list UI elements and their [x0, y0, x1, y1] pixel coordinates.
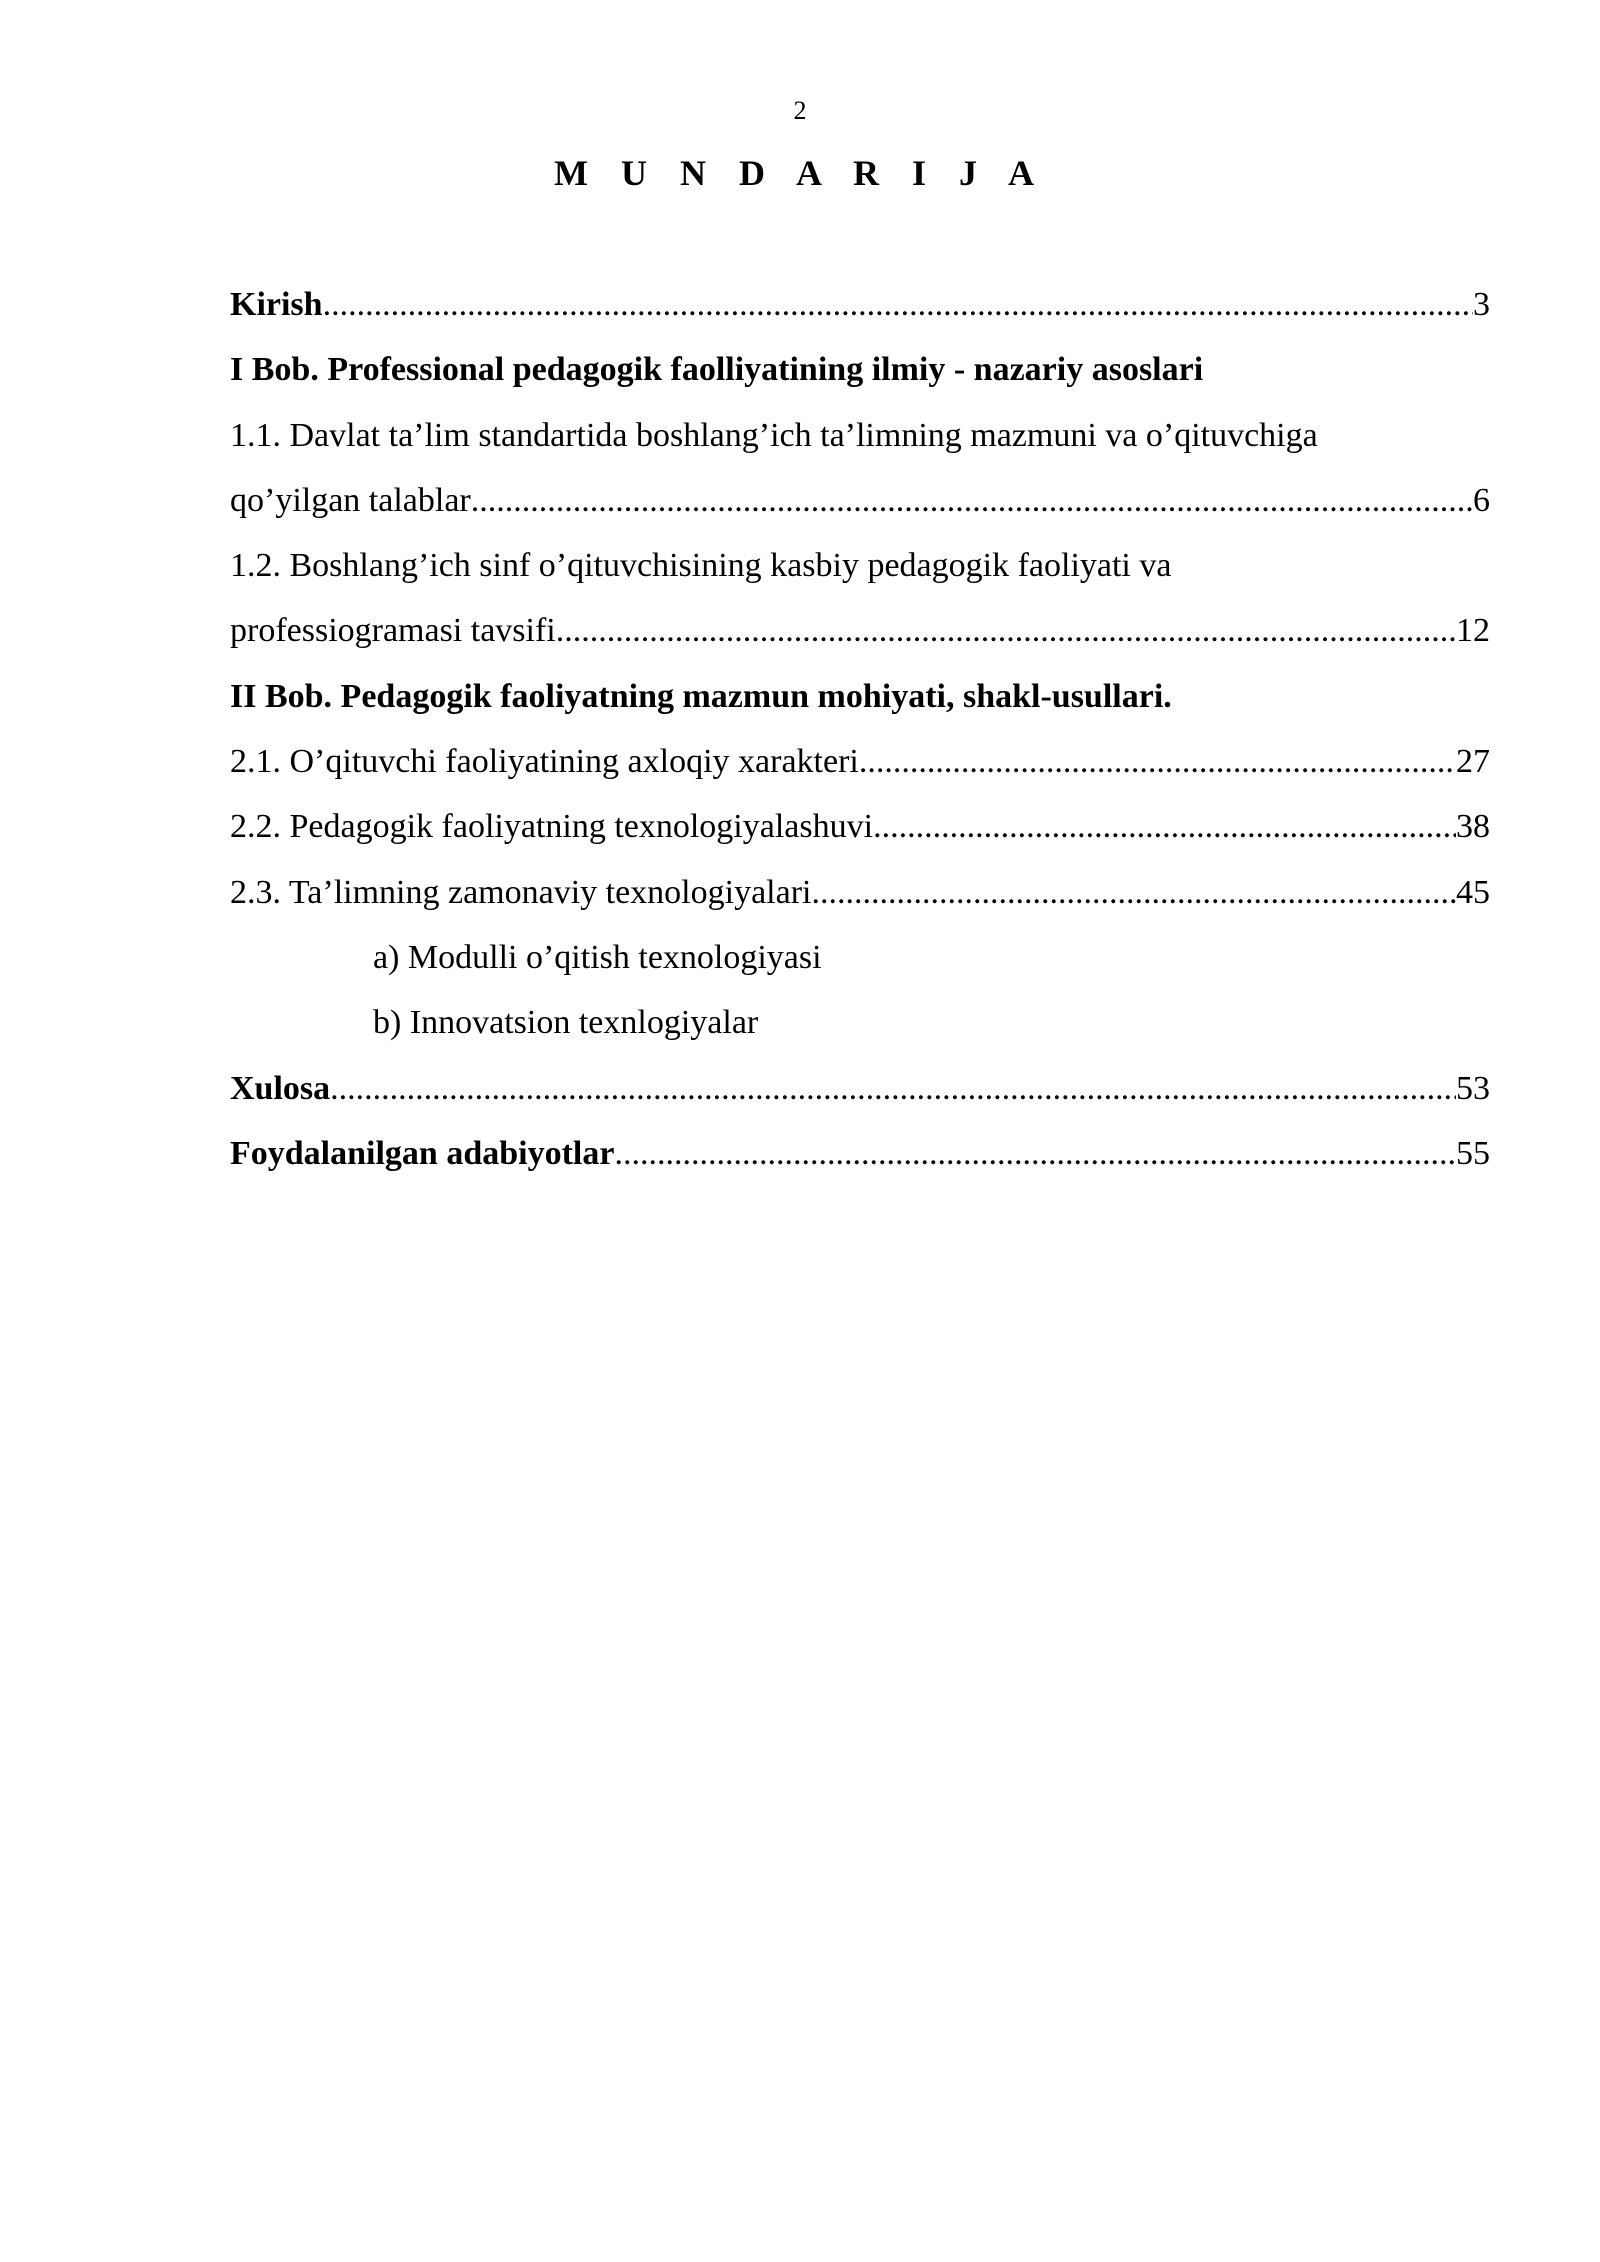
toc-section-2-2[interactable]	[230, 808, 1490, 873]
toc-entry-label: qo’yilgan talablar	[230, 481, 471, 519]
toc-chapter-1-heading[interactable]: I Bob. Professional pedagogik faolliyatining ilmiy - nazariy asoslari	[230, 351, 1204, 389]
toc-entry-page: 27	[1456, 743, 1490, 781]
toc-entry-page: 6	[1473, 481, 1490, 519]
toc-subitem-a[interactable]: a) Modulli o’qitish texnologiyasi	[373, 938, 822, 976]
toc-entry-label: Foydalanilgan adabiyotlar	[230, 1134, 615, 1172]
toc-entry-page: 55	[1456, 1134, 1490, 1172]
table-of-contents	[230, 286, 1490, 1200]
toc-entry-kirish[interactable]	[230, 286, 1490, 351]
toc-section-1-1[interactable]	[230, 482, 1490, 547]
toc-entry-foydalanilgan-adabiyotlar[interactable]	[230, 1135, 1490, 1200]
toc-section-2-1[interactable]	[230, 743, 1490, 808]
toc-leader-dots	[471, 482, 1473, 520]
toc-leader-dots	[614, 1135, 1456, 1173]
toc-entry-label: Kirish	[230, 286, 323, 323]
toc-entry-page: 53	[1456, 1069, 1490, 1107]
page-number: 2	[793, 96, 807, 125]
toc-section-1-1-line1[interactable]: 1.1. Davlat ta’lim standartida boshlang’ich ta’limning mazmuni va o’qituvchiga	[230, 416, 1318, 454]
toc-entry-page: 38	[1456, 808, 1490, 846]
toc-entry-label: 2.1. O’qituvchi faoliyatining axloqiy xarakteri	[230, 743, 859, 781]
toc-section-1-2-line1[interactable]: 1.2. Boshlang’ich sinf o’qituvchisining kasbiy pedagogik faoliyati va	[230, 547, 1172, 585]
toc-entry-page: 45	[1456, 873, 1490, 911]
toc-entry-page: 12	[1456, 612, 1490, 650]
toc-leader-dots	[873, 808, 1456, 846]
toc-section-2-3[interactable]	[230, 874, 1490, 939]
toc-entry-xulosa[interactable]	[230, 1070, 1490, 1135]
toc-leader-dots	[323, 286, 1473, 324]
toc-leader-dots	[859, 743, 1456, 781]
toc-entry-page: 3	[1473, 286, 1490, 323]
toc-entry-label: 2.2. Pedagogik faoliyatning texnologiyalashuvi	[230, 808, 874, 846]
toc-chapter-2-heading[interactable]: II Bob. Pedagogik faoliyatning mazmun mohiyati, shakl-usullari.	[230, 677, 1172, 715]
toc-entry-label: professiogramasi tavsifi	[230, 612, 556, 650]
page-title: M U N D A R I J A	[553, 153, 1047, 193]
toc-leader-dots	[330, 1070, 1456, 1108]
toc-entry-label: 2.3. Ta’limning zamonaviy texnologiyalari	[230, 873, 812, 911]
toc-section-1-2[interactable]	[230, 612, 1490, 677]
toc-subitem-b[interactable]: b) Innovatsion texnlogiyalar	[373, 1004, 759, 1042]
toc-leader-dots	[556, 612, 1456, 650]
toc-entry-label: Xulosa	[230, 1069, 331, 1107]
toc-leader-dots	[811, 874, 1456, 912]
